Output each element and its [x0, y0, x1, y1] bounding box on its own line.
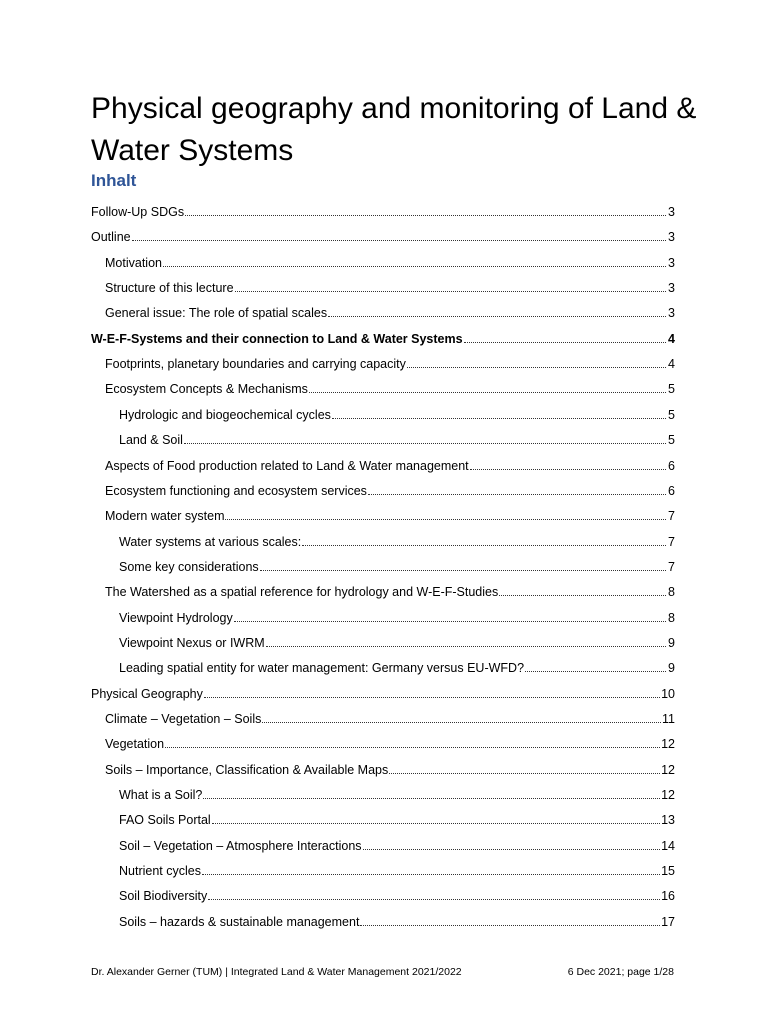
toc-entry-page: 12	[661, 788, 675, 803]
toc-entry-label: Hydrologic and biogeochemical cycles	[119, 407, 331, 422]
toc-entry-label: Soil Biodiversity	[119, 889, 208, 904]
toc-dot-leader	[203, 797, 660, 799]
toc-entry-page: 12	[661, 737, 675, 752]
toc-entry-label: Physical Geography	[91, 686, 203, 701]
toc-entry-page: 3	[668, 230, 675, 245]
toc-dot-leader	[212, 822, 660, 824]
toc-entry[interactable]	[119, 559, 675, 575]
toc-entry-label: Structure of this lecture	[105, 281, 234, 296]
toc-entry-page: 12	[661, 762, 675, 777]
toc-dot-leader	[499, 594, 666, 596]
toc-entry[interactable]	[119, 888, 675, 904]
toc-entry[interactable]	[91, 331, 675, 347]
toc-entry-label: Motivation	[105, 255, 162, 270]
toc-entry-page: 15	[661, 864, 675, 879]
toc-dot-leader	[202, 873, 660, 875]
toc-entry-label: Ecosystem Concepts & Mechanisms	[105, 382, 308, 397]
toc-entry-page: 3	[668, 205, 675, 219]
toc-entry[interactable]	[119, 838, 675, 854]
toc-entry[interactable]	[105, 255, 675, 271]
toc-entry-page: 7	[668, 509, 675, 524]
toc-entry[interactable]	[119, 610, 675, 626]
toc-dot-leader	[363, 848, 661, 850]
toc-entry[interactable]	[105, 458, 675, 474]
toc-entry-label: Viewpoint Nexus or IWRM	[119, 635, 265, 650]
toc-entry[interactable]	[119, 812, 675, 828]
toc-entry-page: 3	[668, 281, 675, 296]
toc-entry[interactable]	[105, 584, 675, 600]
toc-entry[interactable]	[119, 534, 675, 550]
document-title: Physical geography and monitoring of Land & Water Systems	[91, 92, 697, 167]
toc-entry-page: 3	[668, 306, 675, 321]
toc-entry-label: Water systems at various scales:	[119, 534, 302, 549]
toc-entry-label: Climate – Vegetation – Soils	[105, 712, 262, 726]
toc-entry-label: Land & Soil	[119, 433, 183, 448]
toc-entry[interactable]	[91, 204, 675, 220]
toc-entry-page: 16	[661, 889, 675, 904]
toc-dot-leader	[328, 315, 666, 317]
toc-entry-label: Footprints, planetary boundaries and carrying capacity	[105, 357, 406, 372]
toc-dot-leader	[185, 214, 666, 216]
toc-entry-label: Aspects of Food production related to Land & Water management	[105, 458, 469, 473]
footer-author: Dr. Alexander Gerner (TUM) | Integrated Land & Water Management 2021/2022	[91, 966, 462, 978]
toc-entry-page: 5	[668, 407, 675, 422]
toc-entry-page: 4	[668, 357, 675, 372]
toc-entry[interactable]	[119, 787, 675, 803]
toc-dot-leader	[332, 417, 666, 419]
toc-entry-page: 3	[668, 255, 675, 270]
toc-dot-leader	[184, 442, 666, 444]
toc-entry[interactable]	[105, 483, 675, 499]
toc-entry[interactable]	[119, 432, 675, 448]
toc-entry[interactable]	[91, 686, 675, 702]
toc-entry-page: 7	[668, 559, 675, 574]
toc-entry[interactable]	[105, 305, 675, 321]
toc-entry[interactable]	[119, 863, 675, 879]
toc-entry[interactable]	[105, 280, 675, 296]
toc-dot-leader	[389, 772, 660, 774]
toc-dot-leader	[302, 544, 666, 546]
toc-dot-leader	[464, 341, 666, 343]
toc-entry-label: FAO Soils Portal	[119, 813, 211, 828]
toc-entry-page: 11	[662, 712, 675, 726]
toc-entry-label: Outline	[91, 230, 131, 245]
toc-dot-leader	[266, 645, 666, 647]
toc-entry-label: Nutrient cycles	[119, 864, 201, 879]
toc-entry[interactable]	[105, 736, 675, 752]
toc-entry-label: Soils – hazards & sustainable management	[119, 914, 360, 929]
toc-entry-page: 4	[668, 331, 675, 346]
toc-entry[interactable]	[119, 407, 675, 423]
toc-entry-page: 8	[668, 585, 675, 600]
toc-entry-label: Vegetation	[105, 737, 165, 752]
toc-entry-label: Some key considerations	[119, 559, 259, 574]
toc-dot-leader	[368, 493, 666, 495]
toc-dot-leader	[262, 721, 661, 723]
toc-entry-label: Ecosystem functioning and ecosystem services	[105, 483, 367, 498]
toc-entry-label: Viewpoint Hydrology	[119, 610, 233, 625]
toc-entry[interactable]	[91, 229, 675, 245]
toc-entry-label: Soils – Importance, Classification & Available Maps	[105, 762, 389, 777]
toc-dot-leader	[163, 265, 666, 267]
toc-dot-leader	[132, 239, 666, 241]
toc-heading: Inhalt	[91, 171, 137, 190]
toc-dot-leader	[309, 391, 666, 393]
toc-entry[interactable]	[105, 762, 675, 778]
toc-dot-leader	[525, 670, 666, 672]
toc-entry-page: 5	[668, 382, 675, 397]
toc-entry-page: 13	[661, 813, 675, 828]
toc-entry-label: Leading spatial entity for water management: Germany versus EU-WFD?	[119, 661, 525, 676]
toc-entry-page: 14	[661, 838, 675, 853]
footer-date-page: 6 Dec 2021; page 1/28	[567, 966, 674, 978]
toc-entry-page: 7	[668, 534, 675, 549]
toc-dot-leader	[407, 366, 666, 368]
toc-entry[interactable]	[105, 711, 675, 727]
toc-entry-label: What is a Soil?	[119, 788, 203, 803]
toc-entry-label: Modern water system	[105, 509, 225, 524]
toc-entry[interactable]	[119, 914, 675, 930]
toc-dot-leader	[234, 620, 666, 622]
toc-dot-leader	[204, 696, 660, 698]
toc-entry-page: 6	[668, 483, 675, 498]
toc-entry-page: 9	[668, 635, 675, 650]
toc-entry-page: 17	[661, 914, 675, 929]
toc-entry-page: 10	[661, 686, 675, 701]
toc-entry-label: General issue: The role of spatial scales	[105, 306, 328, 321]
toc-entry-label: Soil – Vegetation – Atmosphere Interactions	[119, 838, 362, 853]
toc-entry[interactable]	[105, 356, 675, 372]
toc-entry-label: W-E-F-Systems and their connection to Land & Water Systems	[91, 331, 463, 346]
toc-entry[interactable]	[119, 635, 675, 651]
toc-entry-page: 6	[668, 458, 675, 473]
toc-dot-leader	[360, 924, 660, 926]
toc-entry-page: 9	[668, 661, 675, 676]
toc-dot-leader	[470, 468, 666, 470]
toc-dot-leader	[260, 569, 666, 571]
toc-entry[interactable]	[105, 508, 675, 524]
toc-entry-page: 8	[668, 610, 675, 625]
toc-dot-leader	[225, 518, 666, 520]
toc-entry-page: 5	[668, 433, 675, 448]
toc-entry-label: Follow-Up SDGs	[91, 205, 185, 219]
toc-dot-leader	[208, 898, 660, 900]
toc-entry[interactable]	[105, 381, 675, 397]
toc-dot-leader	[165, 746, 660, 748]
toc-entry[interactable]	[119, 660, 675, 676]
toc-entry-label: The Watershed as a spatial reference for hydrology and W-E-F-Studies	[105, 585, 499, 600]
toc-dot-leader	[235, 290, 666, 292]
